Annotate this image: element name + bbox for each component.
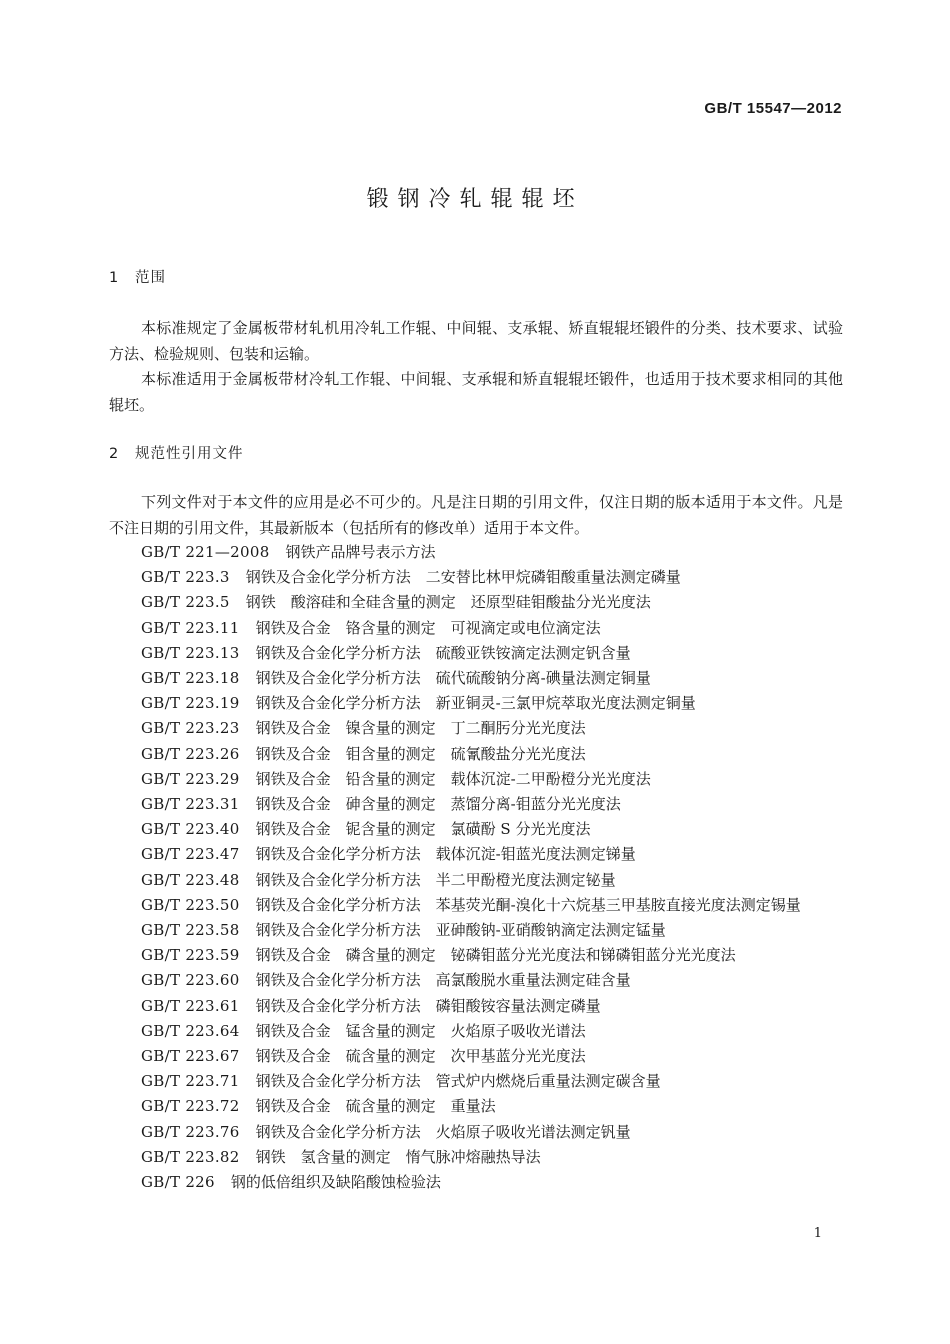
reference-title: 钢铁及合金化学分析方法 高氯酸脱水重量法测定硅含量 [255, 971, 631, 990]
reference-item [109, 918, 843, 943]
reference-code: GB/T 223.3 [141, 568, 230, 587]
reference-item [109, 1145, 843, 1170]
section-2-heading [109, 442, 244, 463]
reference-item [109, 1170, 843, 1195]
reference-title: 钢铁及合金化学分析方法 半二甲酚橙光度法测定铋量 [255, 870, 616, 889]
reference-title: 钢铁及合金 铬含量的测定 可视滴定或电位滴定法 [255, 618, 601, 637]
reference-code: GB/T 223.40 [141, 820, 240, 839]
reference-item [109, 767, 843, 792]
reference-title: 钢铁及合金 铅含量的测定 载体沉淀-二甲酚橙分光光度法 [255, 769, 651, 788]
section-1-title: 范围 [135, 270, 166, 286]
reference-code: GB/T 223.18 [141, 669, 240, 688]
reference-title: 钢铁及合金 铌含量的测定 氯磺酚 S 分光光度法 [255, 820, 591, 839]
reference-item [109, 792, 843, 817]
reference-code: GB/T 223.31 [141, 795, 240, 814]
scope-paragraph-1: 本标准规定了金属板带材轧机用冷轧工作辊、中间辊、支承辊、矫直辊辊坯锻件的分类、技术要求、试验方法、检验规则、包装和运输。 [109, 319, 843, 363]
reference-code: GB/T 223.50 [141, 895, 240, 914]
reference-code: GB/T 223.29 [141, 769, 240, 788]
reference-title: 钢铁及合金 硫含量的测定 次甲基蓝分光光度法 [255, 1047, 586, 1066]
reference-title: 钢铁及合金化学分析方法 苯基荧光酮-溴化十六烷基三甲基胺直接光度法测定锡量 [255, 895, 801, 914]
reference-code: GB/T 223.19 [141, 694, 240, 713]
scope-paragraph-2: 本标准适用于金属板带材冷轧工作辊、中间辊、支承辊和矫直辊辊坯锻件，也适用于技术要求相同的其他辊坯。 [109, 370, 843, 414]
reference-title: 钢铁及合金 砷含量的测定 蒸馏分离-钼蓝分光光度法 [255, 795, 621, 814]
section-2-number: 2 [109, 446, 120, 462]
reference-title: 钢铁及合金 硫含量的测定 重量法 [255, 1097, 496, 1116]
reference-code: GB/T 223.47 [141, 845, 240, 864]
page-number: 1 [813, 1226, 822, 1241]
reference-item [109, 1044, 843, 1069]
reference-item [109, 742, 843, 767]
document-title: 锻钢冷轧辊辊坯 [366, 187, 584, 212]
reference-code: GB/T 223.76 [141, 1122, 240, 1141]
reference-title: 钢铁 氢含量的测定 惰气脉冲熔融热导法 [255, 1147, 541, 1166]
references-intro-paragraph: 下列文件对于本文件的应用是必不可少的。凡是注日期的引用文件，仅注日期的版本适用于本文件。凡是不注日期的引用文件，其最新版本（包括所有的修改单）适用于本文件。 [109, 493, 843, 537]
reference-item [109, 868, 843, 893]
reference-item [109, 590, 843, 615]
reference-item [109, 943, 843, 968]
reference-code: GB/T 223.60 [141, 971, 240, 990]
reference-code: GB/T 223.59 [141, 946, 240, 965]
section-2-title: 规范性引用文件 [135, 446, 244, 462]
reference-code: GB/T 223.82 [141, 1147, 240, 1166]
reference-code: GB/T 223.48 [141, 870, 240, 889]
reference-item [109, 666, 843, 691]
reference-item [109, 842, 843, 867]
reference-title: 钢铁及合金化学分析方法 新亚铜灵-三氯甲烷萃取光度法测定铜量 [255, 694, 696, 713]
reference-item [109, 691, 843, 716]
reference-code: GB/T 223.5 [141, 593, 230, 612]
reference-code: GB/T 223.26 [141, 744, 240, 763]
reference-item [109, 716, 843, 741]
reference-title: 钢铁及合金化学分析方法 亚砷酸钠-亚硝酸钠滴定法测定锰量 [255, 921, 666, 940]
reference-item [109, 1069, 843, 1094]
reference-item [109, 641, 843, 666]
reference-item [109, 893, 843, 918]
reference-title: 钢铁及合金化学分析方法 火焰原子吸收光谱法测定钒量 [255, 1122, 631, 1141]
reference-code: GB/T 221—2008 [141, 543, 270, 561]
reference-item [109, 1019, 843, 1044]
reference-title: 钢铁及合金 锰含量的测定 火焰原子吸收光谱法 [255, 1021, 586, 1040]
reference-title: 钢铁及合金 磷含量的测定 铋磷钼蓝分光光度法和锑磷钼蓝分光光度法 [255, 946, 736, 965]
reference-code: GB/T 223.67 [141, 1047, 240, 1066]
reference-code: GB/T 223.11 [141, 618, 240, 637]
reference-title: 钢铁及合金化学分析方法 载体沉淀-钼蓝光度法测定锑量 [255, 845, 636, 864]
section-1-number: 1 [109, 270, 120, 286]
reference-title: 钢铁及合金 镍含量的测定 丁二酮肟分光光度法 [255, 719, 586, 738]
reference-code: GB/T 223.58 [141, 921, 240, 940]
standard-code: GB/T 15547—2012 [704, 100, 842, 117]
reference-code: GB/T 223.64 [141, 1021, 240, 1040]
reference-item [109, 540, 843, 565]
reference-title: 钢铁及合金化学分析方法 硫酸亚铁铵滴定法测定钒含量 [255, 643, 631, 662]
reference-title: 钢铁产品牌号表示方法 [285, 543, 436, 561]
reference-code: GB/T 223.61 [141, 996, 240, 1015]
reference-title: 钢铁及合金化学分析方法 磷钼酸铵容量法测定磷量 [255, 996, 601, 1015]
reference-item [109, 565, 843, 590]
normative-references-list [109, 540, 843, 1195]
reference-code: GB/T 223.13 [141, 643, 240, 662]
reference-code: GB/T 223.23 [141, 719, 240, 738]
reference-item [109, 616, 843, 641]
reference-title: 钢的低倍组织及缺陷酸蚀检验法 [230, 1173, 441, 1192]
section-1-heading [109, 266, 166, 287]
reference-title: 钢铁及合金化学分析方法 二安替比林甲烷磷钼酸重量法测定磷量 [245, 568, 681, 587]
reference-title: 钢铁 酸溶硅和全硅含量的测定 还原型硅钼酸盐分光光度法 [245, 593, 651, 612]
reference-item [109, 817, 843, 842]
reference-title: 钢铁及合金化学分析方法 硫代硫酸钠分离-碘量法测定铜量 [255, 669, 651, 688]
reference-code: GB/T 226 [141, 1173, 215, 1192]
reference-item [109, 994, 843, 1019]
reference-item [109, 968, 843, 993]
reference-code: GB/T 223.72 [141, 1097, 240, 1116]
reference-item [109, 1094, 843, 1119]
reference-item [109, 1120, 843, 1145]
reference-code: GB/T 223.71 [141, 1072, 240, 1091]
reference-title: 钢铁及合金 钼含量的测定 硫氰酸盐分光光度法 [255, 744, 586, 763]
reference-title: 钢铁及合金化学分析方法 管式炉内燃烧后重量法测定碳含量 [255, 1072, 661, 1091]
